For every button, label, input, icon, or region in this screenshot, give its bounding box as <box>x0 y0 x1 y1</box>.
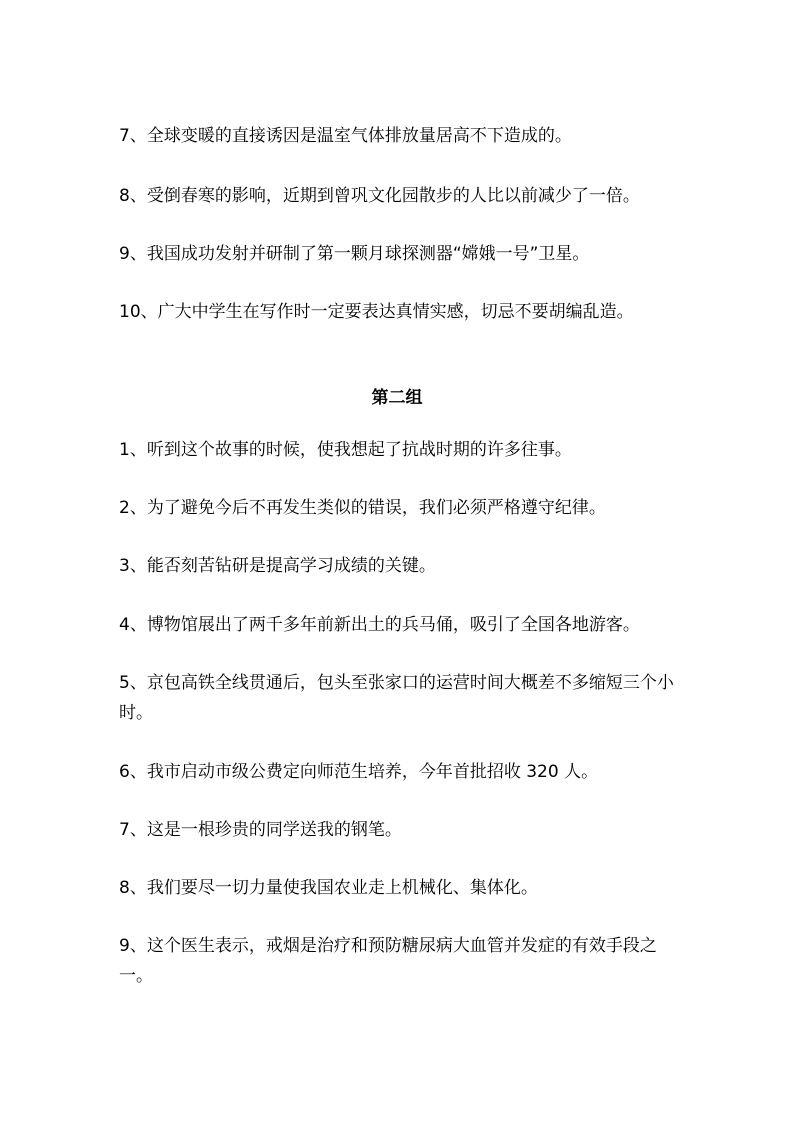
sentence-g2-8: 8、我们要尽一切力量使我国农业走上机械化、集体化。 <box>119 878 538 898</box>
sentence-g2-4: 4、博物馆展出了两千多年前新出土的兵马俑，吸引了全国各地游客。 <box>119 615 640 635</box>
sentence-g2-2: 2、为了避免今后不再发生类似的错误，我们必须严格遵守纪律。 <box>119 498 606 518</box>
sentence-g1-8: 8、受倒春寒的影响，近期到曾巩文化园散步的人比以前减少了一倍。 <box>119 186 640 206</box>
sentence-g1-10: 10、广大中学生在写作时一定要表达真情实感，切忌不要胡编乱造。 <box>119 302 634 322</box>
sentence-g2-3: 3、能否刻苦钻研是提高学习成绩的关键。 <box>119 556 436 576</box>
sentence-g1-9: 9、我国成功发射并研制了第一颗月球探测器“嫦娥一号”卫星。 <box>119 244 590 264</box>
sentence-g2-7: 7、这是一根珍贵的同学送我的钢笔。 <box>119 820 402 840</box>
sentence-g2-1: 1、听到这个故事的时候，使我想起了抗战时期的许多往事。 <box>119 440 572 460</box>
sentence-g2-5: 5、京包高铁全线贯通后，包头至张家口的运营时间大概差不多缩短三个小时。 <box>119 673 674 723</box>
sentence-g2-9: 9、这个医生表示，戒烟是治疗和预防糖尿病大血管并发症的有效手段之一。 <box>119 936 657 986</box>
section-title-group-2: 第二组 <box>371 388 423 408</box>
sentence-g1-7: 7、全球变暖的直接诱因是温室气体排放量居高不下造成的。 <box>119 126 572 146</box>
sentence-g2-6: 6、我市启动市级公费定向师范生培养，今年首批招收 320 人。 <box>119 762 599 782</box>
